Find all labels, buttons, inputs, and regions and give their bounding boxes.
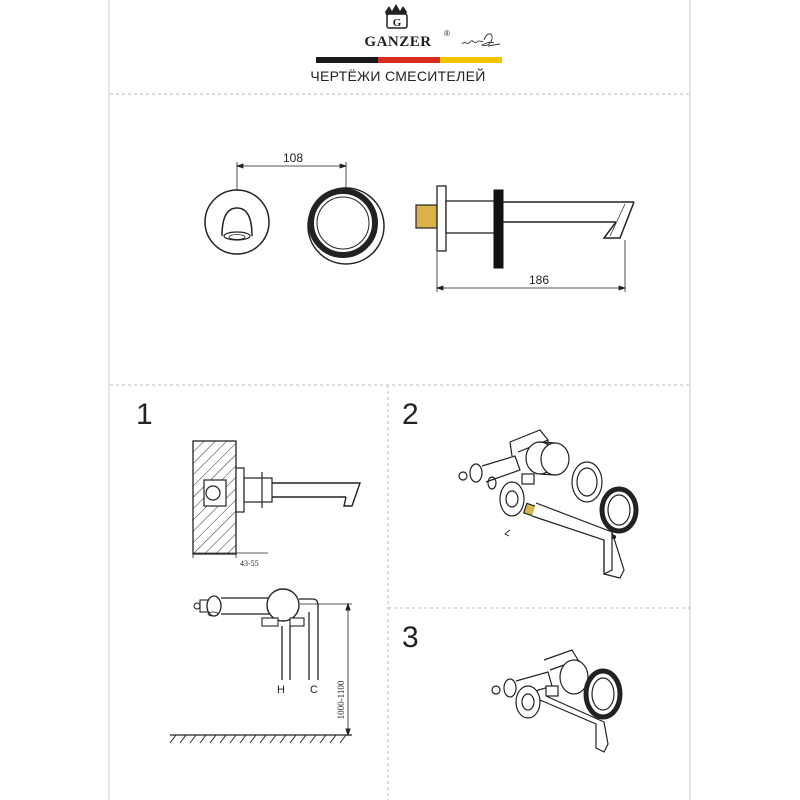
step-1-rough-in: [170, 589, 352, 743]
document-subtitle: ЧЕРТЁЖИ СМЕСИТЕЛЕЙ: [310, 68, 486, 84]
spout-side-view: [416, 186, 634, 268]
flag-stripe-black: [316, 57, 378, 63]
spout-front-view: [205, 190, 269, 254]
flag-stripe-red: [378, 57, 440, 63]
svg-text:G: G: [392, 17, 402, 29]
installation-height-label: 1000-1100: [336, 680, 346, 720]
flag-stripe-gold: [440, 57, 502, 63]
dimension-drawing: [205, 151, 634, 292]
step-1-wall-section: [193, 441, 360, 558]
step-2-exploded-view: [459, 430, 636, 578]
brand-header: [310, 4, 502, 84]
step-2-number: 2: [402, 398, 419, 431]
step-3-number: 3: [402, 621, 419, 654]
step-1-number: 1: [136, 398, 153, 431]
dimension-width-label: 108: [282, 151, 304, 165]
handle-front-view: [308, 188, 384, 264]
step-3-assembled-view: [492, 650, 620, 752]
wall-thickness-label: 43-55: [240, 559, 259, 568]
registered-mark: ®: [444, 29, 450, 38]
hot-pipe-label: H: [277, 684, 285, 696]
cold-pipe-label: C: [310, 684, 318, 696]
brand-name: GANZER: [364, 34, 432, 50]
crown-logo-icon: [385, 4, 407, 29]
dimension-line-108: [237, 162, 346, 190]
signature-icon: [462, 34, 500, 46]
dimension-length-label: 186: [528, 273, 550, 287]
